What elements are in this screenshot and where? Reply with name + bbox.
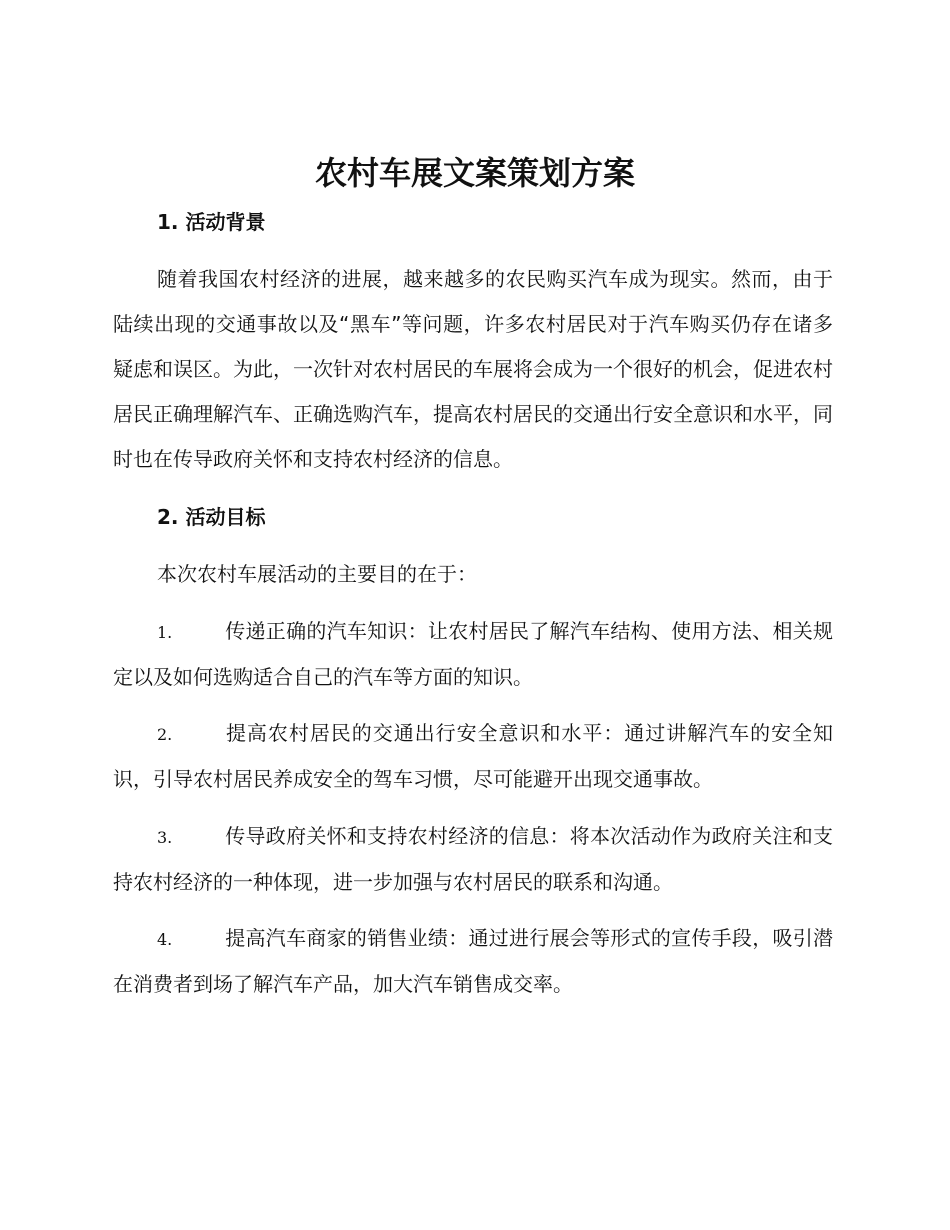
list-item bbox=[113, 609, 833, 700]
list-item-text: 传导政府关怀和支持农村经济的信息：将本次活动作为政府关注和支持农村经济的一种体现，进一步加强与农村居民的联系和沟通。 bbox=[113, 824, 833, 894]
list-item-text: 提高汽车商家的销售业绩：通过进行展会等形式的宣传手段，吸引潜在消费者到场了解汽车产品，加大汽车销售成交率。 bbox=[113, 926, 833, 996]
list-item bbox=[113, 916, 833, 1007]
goals-intro: 本次农村车展活动的主要目的在于： bbox=[157, 562, 477, 586]
list-item-number: 2. bbox=[157, 725, 173, 744]
section-heading-goals: 2. 活动目标 bbox=[157, 505, 266, 529]
list-item-number: 1. bbox=[157, 623, 173, 642]
list-item-number: 4. bbox=[157, 930, 173, 949]
list-item-text: 传递正确的汽车知识：让农村居民了解汽车结构、使用方法、相关规定以及如何选购适合自己的汽车等方面的知识。 bbox=[113, 619, 833, 689]
list-item bbox=[113, 814, 833, 905]
section-heading-background: 1. 活动背景 bbox=[157, 210, 266, 234]
list-item-number: 3. bbox=[157, 828, 173, 847]
document-title: 农村车展文案策划方案 bbox=[314, 154, 635, 192]
list-item-text: 提高农村居民的交通出行安全意识和水平：通过讲解汽车的安全知识，引导农村居民养成安全的驾车习惯，尽可能避开出现交通事故。 bbox=[113, 721, 833, 791]
list-item bbox=[113, 711, 833, 802]
background-paragraph: 随着我国农村经济的进展，越来越多的农民购买汽车成为现实。然而，由于陆续出现的交通事故以及“黑车”等问题，许多农村居民对于汽车购买仍存在诸多疑虑和误区。为此，一次针对农村居民的车展将会成为一个很好的机会，促进农村居民正确理解汽车、正确选购汽车，提高农村居民的交通出行安全意识和水平，同时也在传导政府关怀和支持农村经济的信息。 bbox=[113, 267, 833, 471]
